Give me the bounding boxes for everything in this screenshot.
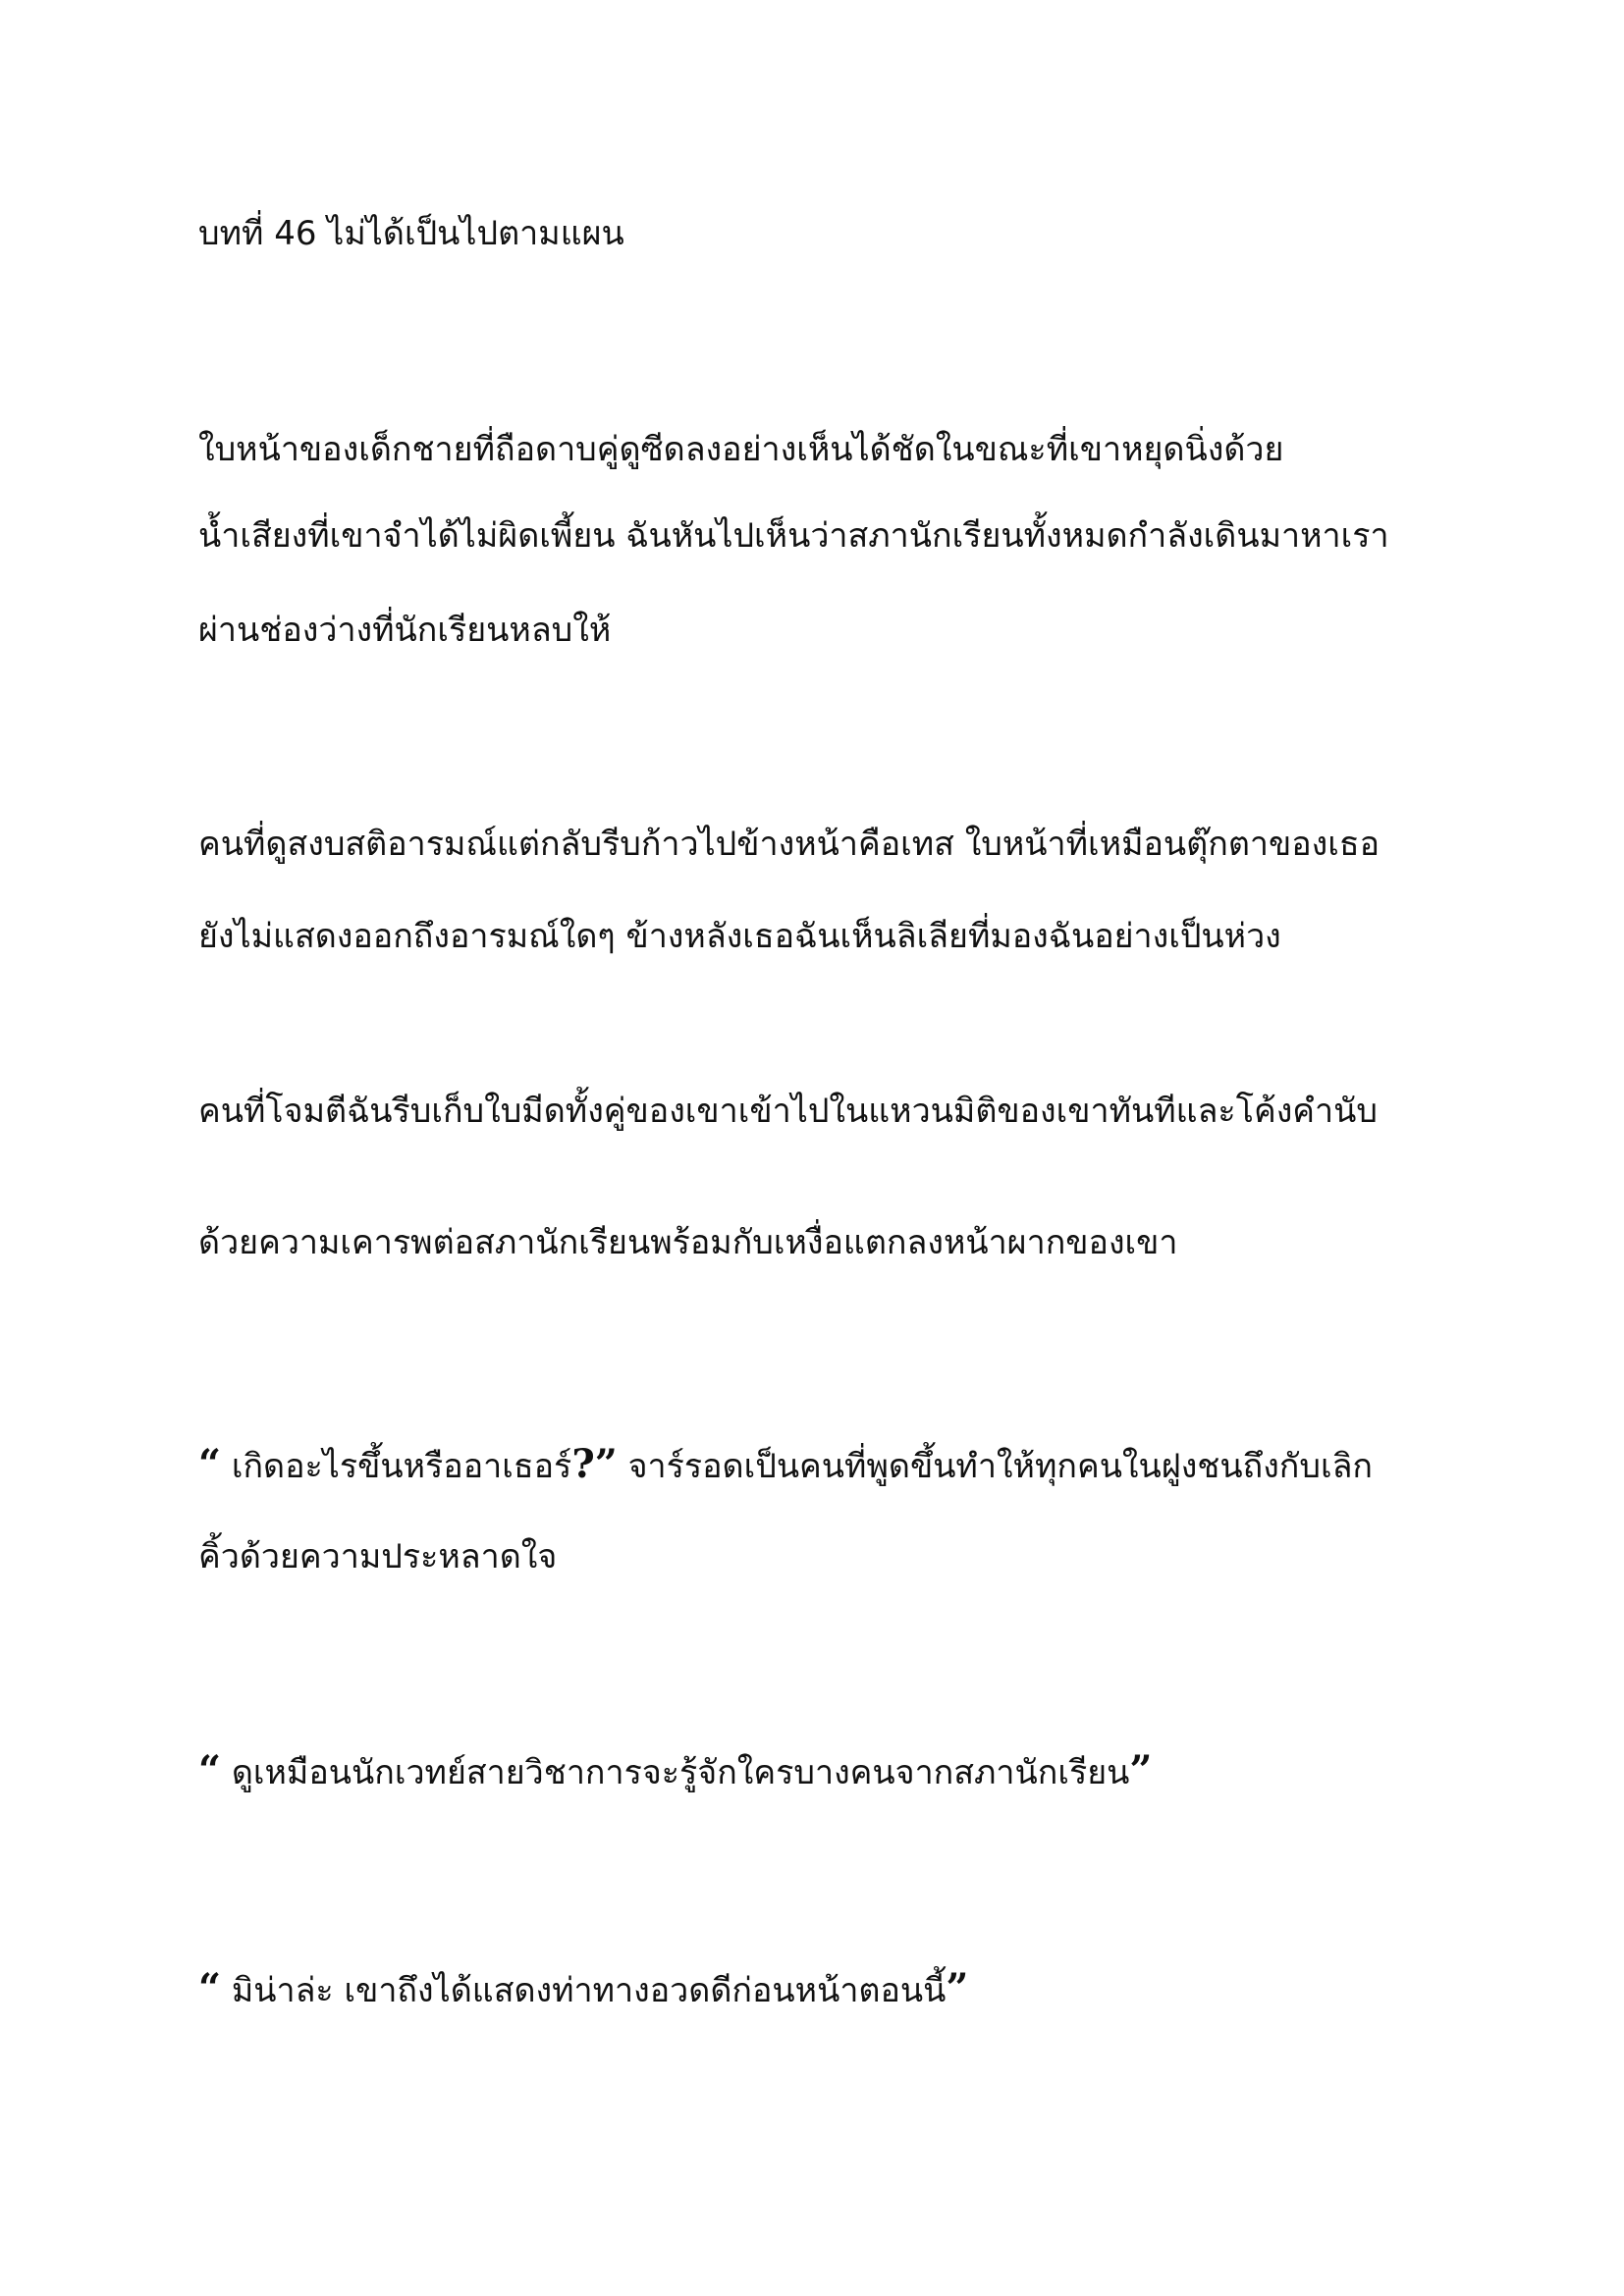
paragraph-4-line-1 (198, 1443, 1475, 1488)
paragraph-3-line-2: ด้วยความเคารพต่อสภานักเรียนพร้อมกับเหงื่อแตกลงหน้าผากของเขา (198, 1223, 1178, 1262)
paragraph-5-line-1 (198, 1749, 1475, 1794)
open-quote: “ (198, 1965, 222, 2011)
quote-text: มิน่าล่ะ เขาถึงได้แสดงท่าทางอวดดีก่อนหน้าตอนนี้ (221, 1971, 947, 2010)
close-quote: ” (1129, 1747, 1153, 1793)
open-quote: “ (198, 1441, 222, 1487)
paragraph-2-line-2: ยังไม่แสดงออกถึงอารมณ์ใดๆ ข้างหลังเธอฉันเห็นลิเลียที่มองฉันอย่างเป็นห่วง (198, 917, 1281, 956)
quote-text: ดูเหมือนนักเวทย์สายวิชาการจะรู้จักใครบางคนจากสภานักเรียน (221, 1753, 1130, 1792)
question-mark: ? (571, 1441, 595, 1487)
paragraph-1-line-1: ใบหน้าของเด็กชายที่ถือดาบคู่ดูซีดลงอย่างเห็นได้ชัดในขณะที่เขาหยุดนิ่งด้วย (198, 430, 1284, 469)
paragraph-1-line-2: น้ำเสียงที่เขาจำได้ไม่ผิดเพี้ยน ฉันหันไปเห็นว่าสภานักเรียนทั้งหมดกำลังเดินมาหาเรา (198, 516, 1389, 556)
open-quote: “ (198, 1747, 222, 1793)
chapter-title: บทที่ 46 ไม่ได้เป็นไปตามแผน (198, 214, 624, 253)
paragraph-2-line-1: คนที่ดูสงบสติอารมณ์แต่กลับรีบก้าวไปข้างหน้าคือเทส ใบหน้าที่เหมือนตุ๊กตาของเธอ (198, 825, 1380, 864)
paragraph-6-line-1 (198, 1967, 1475, 2012)
paragraph-3-line-1: คนที่โจมตีฉันรีบเก็บใบมีดทั้งคู่ของเขาเข้าไปในแหวนมิติของเขาทันทีและโค้งคำนับ (198, 1092, 1378, 1131)
close-quote: ” (594, 1441, 618, 1487)
quote-text: เกิดอะไรขึ้นหรืออาเธอร์ (221, 1447, 572, 1486)
close-quote: ” (946, 1965, 969, 2011)
paragraph-1-line-3: ผ่านช่องว่างที่นักเรียนหลบให้ (198, 611, 612, 650)
paragraph-4-line-2: คิ้วด้วยความประหลาดใจ (198, 1537, 558, 1576)
narration-text: จาร์รอดเป็นคนที่พูดขึ้นทำให้ทุกคนในฝูงชนถึงกับเลิก (617, 1447, 1374, 1486)
